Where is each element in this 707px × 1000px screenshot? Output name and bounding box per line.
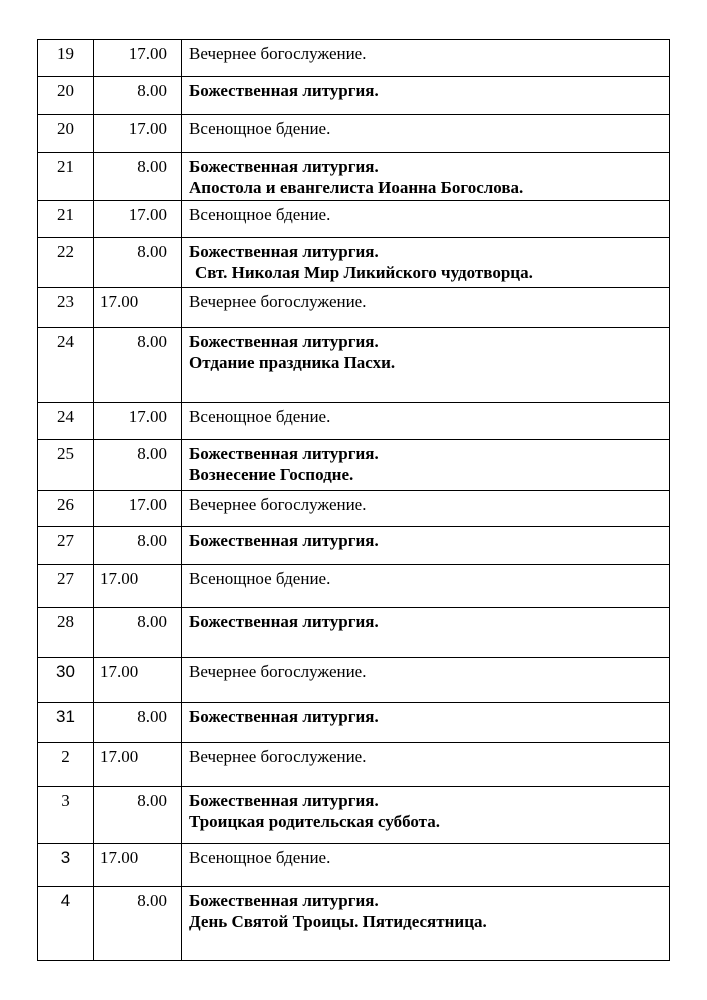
time-cell: 8.00	[94, 608, 182, 658]
table-row	[38, 40, 670, 77]
service-title: Божественная литургия.	[189, 444, 379, 463]
table-row	[38, 201, 670, 238]
time-cell: 17.00	[94, 565, 182, 608]
table-row	[38, 844, 670, 887]
service-title: Вечернее богослужение.	[189, 747, 367, 766]
table-row	[38, 527, 670, 565]
time-cell: 8.00	[94, 527, 182, 565]
service-cell	[182, 440, 670, 491]
service-cell	[182, 153, 670, 201]
time-cell: 17.00	[94, 115, 182, 153]
table-row	[38, 115, 670, 153]
service-cell	[182, 565, 670, 608]
table-row	[38, 887, 670, 961]
day-cell: 31	[38, 703, 94, 743]
time-cell: 8.00	[94, 440, 182, 491]
time-cell: 8.00	[94, 77, 182, 115]
service-cell	[182, 115, 670, 153]
table-row	[38, 153, 670, 201]
time-cell: 17.00	[94, 40, 182, 77]
time-cell: 17.00	[94, 743, 182, 787]
day-cell: 20	[38, 115, 94, 153]
service-title: Божественная литургия.	[189, 157, 379, 176]
service-title: Божественная литургия.	[189, 332, 379, 351]
service-title: Всенощное бдение.	[189, 569, 331, 588]
day-cell: 4	[38, 887, 94, 961]
service-cell	[182, 288, 670, 328]
time-cell: 8.00	[94, 787, 182, 844]
service-cell	[182, 743, 670, 787]
service-title: Божественная литургия.	[189, 791, 379, 810]
day-cell: 22	[38, 238, 94, 288]
time-cell: 17.00	[94, 403, 182, 440]
time-cell: 8.00	[94, 887, 182, 961]
day-cell: 3	[38, 787, 94, 844]
day-cell: 20	[38, 77, 94, 115]
day-cell: 30	[38, 658, 94, 703]
table-row	[38, 703, 670, 743]
service-cell	[182, 328, 670, 403]
table-row	[38, 491, 670, 527]
feast-name: День Святой Троицы. Пятидесятница.	[189, 912, 487, 931]
service-title: Божественная литургия.	[189, 891, 379, 910]
service-cell	[182, 40, 670, 77]
table-row	[38, 787, 670, 844]
service-title: Всенощное бдение.	[189, 205, 331, 224]
service-cell	[182, 658, 670, 703]
service-cell	[182, 238, 670, 288]
day-cell: 23	[38, 288, 94, 328]
table-row	[38, 403, 670, 440]
day-cell: 27	[38, 565, 94, 608]
service-title: Божественная литургия.	[189, 707, 379, 726]
service-title: Вечернее богослужение.	[189, 292, 367, 311]
time-cell: 8.00	[94, 328, 182, 403]
service-cell	[182, 844, 670, 887]
feast-name: Свт. Николая Мир Ликийского чудотворца.	[195, 263, 533, 282]
day-cell: 28	[38, 608, 94, 658]
service-cell	[182, 703, 670, 743]
day-cell: 25	[38, 440, 94, 491]
service-title: Божественная литургия.	[189, 242, 379, 261]
service-title: Божественная литургия.	[189, 612, 379, 631]
time-cell: 17.00	[94, 658, 182, 703]
service-title: Вечернее богослужение.	[189, 662, 367, 681]
schedule-table	[37, 39, 670, 961]
day-cell: 2	[38, 743, 94, 787]
day-cell: 24	[38, 403, 94, 440]
table-row	[38, 608, 670, 658]
time-cell: 17.00	[94, 201, 182, 238]
service-cell	[182, 403, 670, 440]
table-row	[38, 565, 670, 608]
feast-name: Троицкая родительская суббота.	[189, 812, 440, 831]
day-cell: 27	[38, 527, 94, 565]
schedule-body	[38, 40, 670, 961]
time-cell: 17.00	[94, 491, 182, 527]
table-row	[38, 743, 670, 787]
feast-name: Вознесение Господне.	[189, 465, 354, 484]
service-cell	[182, 491, 670, 527]
table-row	[38, 440, 670, 491]
service-cell	[182, 608, 670, 658]
service-cell	[182, 787, 670, 844]
time-cell: 17.00	[94, 844, 182, 887]
service-title: Божественная литургия.	[189, 81, 379, 100]
service-title: Всенощное бдение.	[189, 407, 331, 426]
service-cell	[182, 77, 670, 115]
service-title: Вечернее богослужение.	[189, 495, 367, 514]
table-row	[38, 238, 670, 288]
service-cell	[182, 887, 670, 961]
day-cell: 21	[38, 153, 94, 201]
feast-name: Апостола и евангелиста Иоанна Богослова.	[189, 178, 524, 197]
feast-name: Отдание праздника Пасхи.	[189, 353, 396, 372]
service-cell	[182, 527, 670, 565]
time-cell: 8.00	[94, 153, 182, 201]
table-row	[38, 328, 670, 403]
day-cell: 3	[38, 844, 94, 887]
service-title: Вечернее богослужение.	[189, 44, 367, 63]
day-cell: 24	[38, 328, 94, 403]
service-cell	[182, 201, 670, 238]
day-cell: 26	[38, 491, 94, 527]
service-title: Божественная литургия.	[189, 531, 379, 550]
time-cell: 17.00	[94, 288, 182, 328]
table-row	[38, 658, 670, 703]
service-title: Всенощное бдение.	[189, 119, 331, 138]
day-cell: 21	[38, 201, 94, 238]
time-cell: 8.00	[94, 703, 182, 743]
table-row	[38, 288, 670, 328]
service-title: Всенощное бдение.	[189, 848, 331, 867]
table-row	[38, 77, 670, 115]
day-cell: 19	[38, 40, 94, 77]
time-cell: 8.00	[94, 238, 182, 288]
